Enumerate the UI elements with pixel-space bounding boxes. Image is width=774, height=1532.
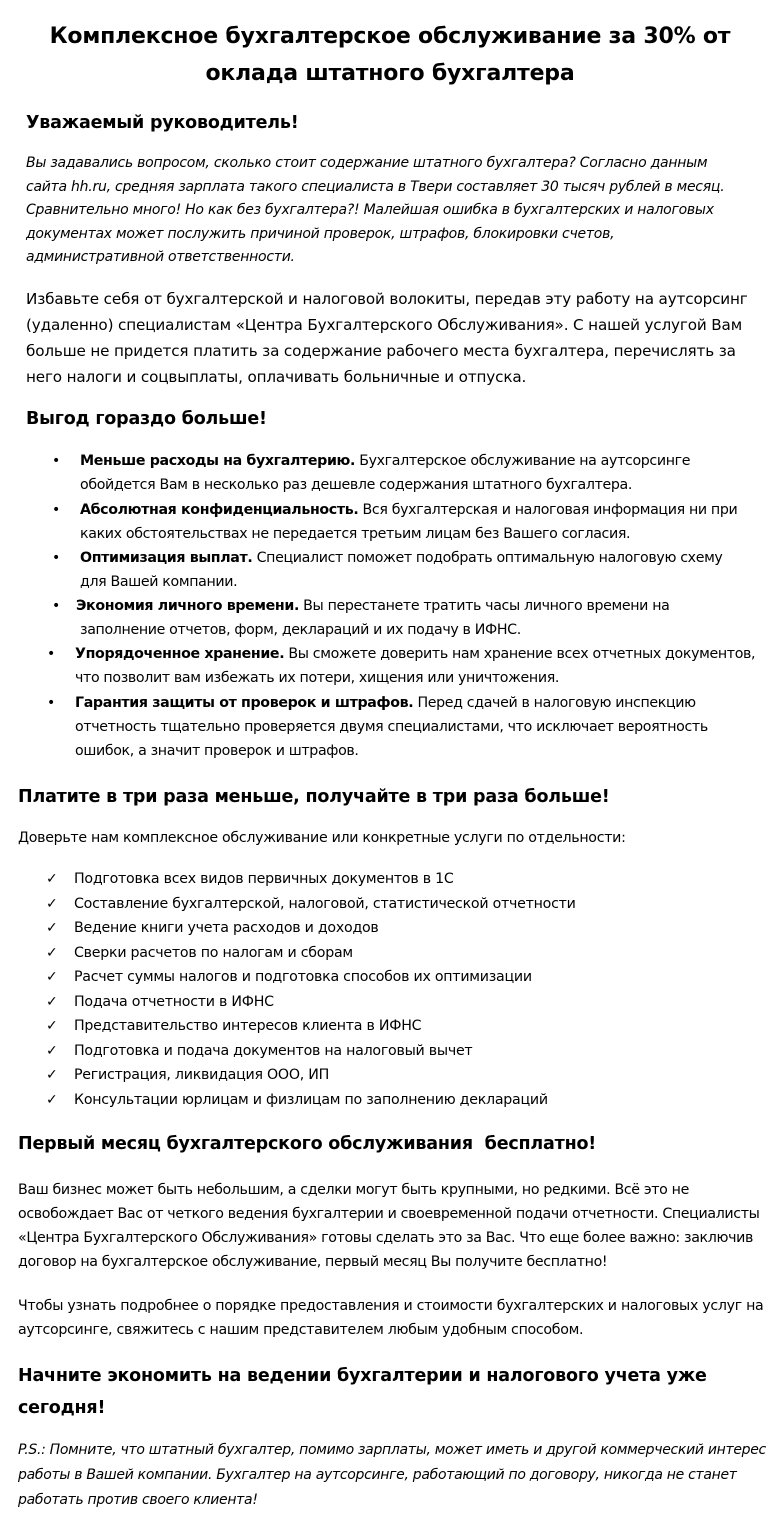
- service-label: Консультации юрлицам и физлицам по заполнению деклараций: [74, 1091, 548, 1108]
- greeting-heading: Уважаемый руководитель!: [26, 113, 299, 133]
- page-title: Комплексное бухгалтерское обслуживание за 30% от оклада штатного бухгалтера: [49, 24, 731, 86]
- benefit-item: [52, 546, 750, 594]
- checkmark-icon: ✓: [46, 993, 58, 1010]
- benefit-item: [47, 642, 765, 690]
- service-label: Составление бухгалтерской, налоговой, статистической отчетности: [74, 895, 576, 912]
- service-label: Представительство интересов клиента в ИФНС: [74, 1018, 422, 1034]
- checkmark-icon: ✓: [46, 944, 58, 961]
- checkmark-icon: ✓: [46, 1091, 58, 1108]
- service-item: [46, 941, 353, 966]
- free-month-heading: Первый месяц бухгалтерского обслуживания бесплатно!: [18, 1134, 597, 1154]
- benefit-item: [52, 594, 740, 642]
- checkmark-icon: ✓: [46, 1042, 58, 1059]
- benefit-text: Вся бухгалтерская и налоговая информация ни при каких обстоятельствах не передается третьим лицам без Вашего согласия.: [80, 502, 738, 542]
- service-item: [46, 916, 379, 941]
- free-month-paragraph: Ваш бизнес может быть небольшим, а сделки могут быть крупными, но редкими. Всё это не освобождает Вас от четкого ведения бухгалтерии и своевременной подачи отчетности. Специалисты «Центра Бухгалтерского Обслуживания» готовы сделать это за Вас. Что еще более важно: заключив договор на бухгалтерское обслуживание, первый месяц Вы получите бесплатно!: [18, 1182, 760, 1270]
- benefit-title: Упорядоченное хранение.: [75, 646, 285, 662]
- service-label: Расчет суммы налогов и подготовка способов их оптимизации: [74, 969, 532, 985]
- benefit-text: Вы перестанете тратить часы личного времени на заполнение отчетов, форм, деклараций и их подачу в ИФНС.: [80, 598, 670, 638]
- service-item: [46, 1014, 421, 1039]
- postscript: P.S.: Помните, что штатный бухгалтер, помимо зарплаты, может иметь и другой коммерческий интерес работы в Вашей компании. Бухгалтер на аутсорсинге, работающий по договору, никогда не станет работать против своего клиента!: [18, 1442, 766, 1508]
- service-label: Сверки расчетов по налогам и сборам: [74, 944, 353, 961]
- call-to-action-heading: Начните экономить на ведении бухгалтерии и налогового учета уже сегодня!: [18, 1366, 707, 1418]
- checkmark-icon: ✓: [46, 920, 58, 936]
- service-item: [46, 867, 454, 892]
- intro-italic-paragraph: Вы задавались вопросом, сколько стоит содержание штатного бухгалтера? Согласно данным сайта hh.ru, средняя зарплата такого специалиста в Твери составляет 30 тысяч рублей в месяц. Сравнительно много! Но как без бухгалтера?! Малейшая ошибка в бухгалтерских и налоговых документах может послужить причиной проверок, штрафов, блокировки счетов, административной ответственности.: [26, 155, 725, 265]
- service-item: [46, 1063, 329, 1088]
- pay-less-heading: Платите в три раза меньше, получайте в три раза больше!: [18, 787, 610, 807]
- benefits-heading: Выгод гораздо больше!: [26, 409, 267, 429]
- benefit-item: [52, 498, 750, 546]
- benefit-title: Экономия личного времени.: [76, 598, 300, 614]
- service-label: Регистрация, ликвидация ООО, ИП: [74, 1067, 330, 1083]
- services-intro: Доверьте нам комплексное обслуживание или конкретные услуги по отдельности:: [18, 830, 626, 846]
- benefit-title: Оптимизация выплат.: [80, 550, 253, 566]
- bullet-icon: •: [52, 453, 60, 469]
- benefit-title: Гарантия защиты от проверок и штрафов.: [75, 695, 414, 711]
- service-label: Подготовка всех видов первичных документов в 1С: [74, 871, 454, 887]
- bullet-icon: •: [52, 550, 60, 566]
- benefit-text: Специалист поможет подобрать оптимальную налоговую схему для Вашей компании.: [80, 550, 723, 590]
- service-item: [46, 1039, 472, 1064]
- bullet-icon: •: [47, 695, 55, 711]
- service-label: Ведение книги учета расходов и доходов: [74, 920, 379, 936]
- benefit-item: [47, 691, 735, 763]
- bullet-icon: •: [52, 502, 60, 518]
- service-label: Подача отчетности в ИФНС: [74, 993, 274, 1010]
- service-label: Подготовка и подача документов на налоговый вычет: [74, 1042, 473, 1059]
- service-item: [46, 1088, 548, 1113]
- bullet-icon: •: [47, 646, 55, 662]
- benefit-text: Перед сдачей в налоговую инспекцию отчетность тщательно проверяется двумя специалистами, что исключает вероятность ошибок, а значит проверок и штрафов.: [75, 695, 708, 759]
- bullet-icon: •: [52, 598, 60, 614]
- checkmark-icon: ✓: [46, 1018, 58, 1034]
- checkmark-icon: ✓: [46, 1067, 58, 1083]
- checkmark-icon: ✓: [46, 969, 58, 985]
- checkmark-icon: ✓: [46, 871, 58, 887]
- intro-paragraph: Избавьте себя от бухгалтерской и налоговой волокиты, передав эту работу на аутсорсинг (удаленно) специалистам «Центра Бухгалтерского Обслуживания». С нашей услугой Вам больше не придется платить за содержание рабочего места бухгалтера, перечислять за него налоги и соцвыплаты, оплачивать больничные и отпуска.: [26, 290, 748, 386]
- contact-paragraph: Чтобы узнать подробнее о порядке предоставления и стоимости бухгалтерских и налоговых услуг на аутсорсинге, свяжитесь с нашим представителем любым удобным способом.: [18, 1298, 764, 1338]
- service-item: [46, 892, 576, 917]
- benefit-text: Бухгалтерское обслуживание на аутсорсинге обойдется Вам в несколько раз дешевле содержания штатного бухгалтера.: [80, 453, 691, 493]
- service-item: [46, 965, 532, 990]
- benefit-title: Меньше расходы на бухгалтерию.: [80, 453, 356, 469]
- benefit-text: Вы сможете доверить нам хранение всех отчетных документов, что позволит вам избежать их потери, хищения или уничтожения.: [75, 646, 756, 686]
- benefit-title: Абсолютная конфиденциальность.: [80, 502, 359, 518]
- checkmark-icon: ✓: [46, 895, 58, 912]
- benefit-item: [52, 449, 750, 497]
- service-item: [46, 990, 274, 1015]
